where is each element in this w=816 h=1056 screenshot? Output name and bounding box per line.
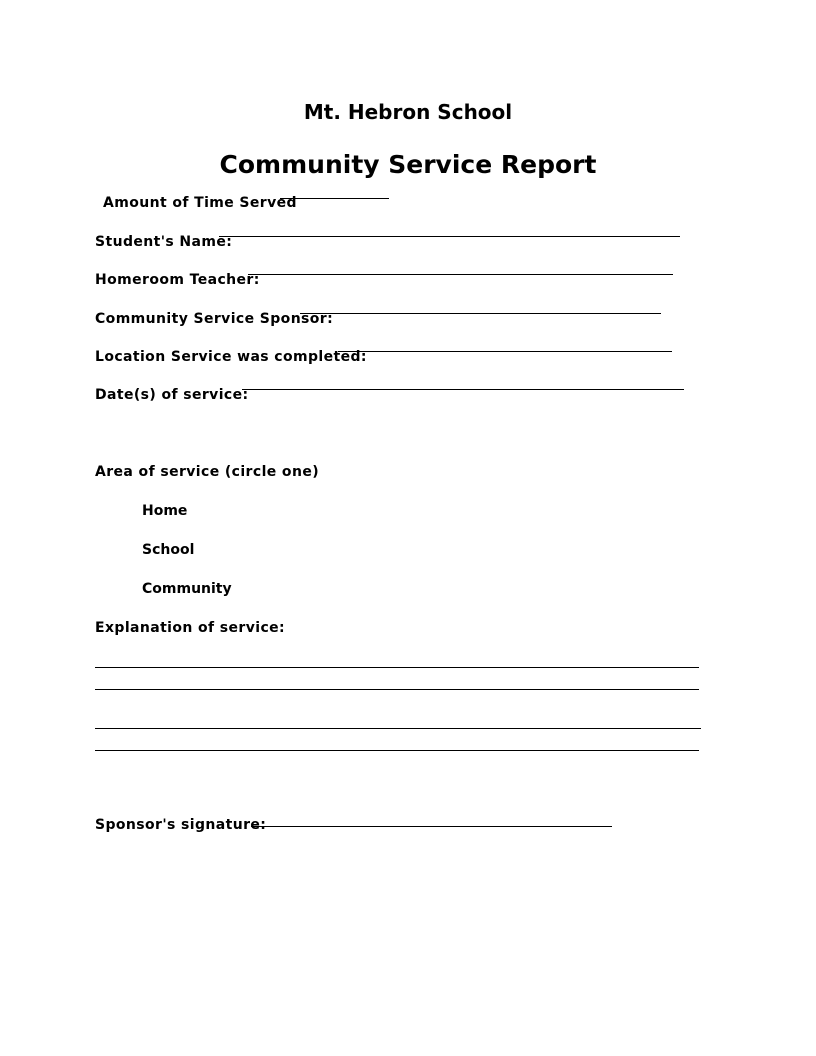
amount-of-time-label: Amount of Time Served (103, 195, 297, 211)
explanation-line-2[interactable] (95, 689, 699, 690)
student-name-label: Student's Name: (95, 234, 233, 250)
amount-of-time-line[interactable] (280, 198, 389, 199)
sponsor-line[interactable] (300, 313, 661, 314)
sponsor-label: Community Service Sponsor: (95, 311, 334, 327)
student-name-line[interactable] (219, 236, 680, 237)
form-title: Community Service Report (219, 150, 597, 179)
signature-label: Sponsor's signature: (95, 817, 267, 833)
explanation-line-1[interactable] (95, 667, 699, 668)
explanation-line-4[interactable] (95, 750, 699, 751)
area-option-school[interactable]: School (142, 542, 195, 558)
dates-line[interactable] (242, 389, 684, 390)
location-label: Location Service was completed: (95, 349, 367, 365)
dates-label: Date(s) of service: (95, 387, 249, 403)
signature-line[interactable] (251, 826, 612, 827)
area-option-home[interactable]: Home (142, 503, 188, 519)
homeroom-teacher-label: Homeroom Teacher: (95, 272, 260, 288)
school-name: Mt. Hebron School (303, 100, 513, 124)
area-option-community[interactable]: Community (142, 581, 232, 597)
homeroom-teacher-line[interactable] (248, 274, 673, 275)
explanation-label: Explanation of service: (95, 620, 286, 636)
location-line[interactable] (338, 351, 672, 352)
area-of-service-label: Area of service (circle one) (95, 464, 320, 480)
explanation-line-3[interactable] (95, 728, 701, 729)
